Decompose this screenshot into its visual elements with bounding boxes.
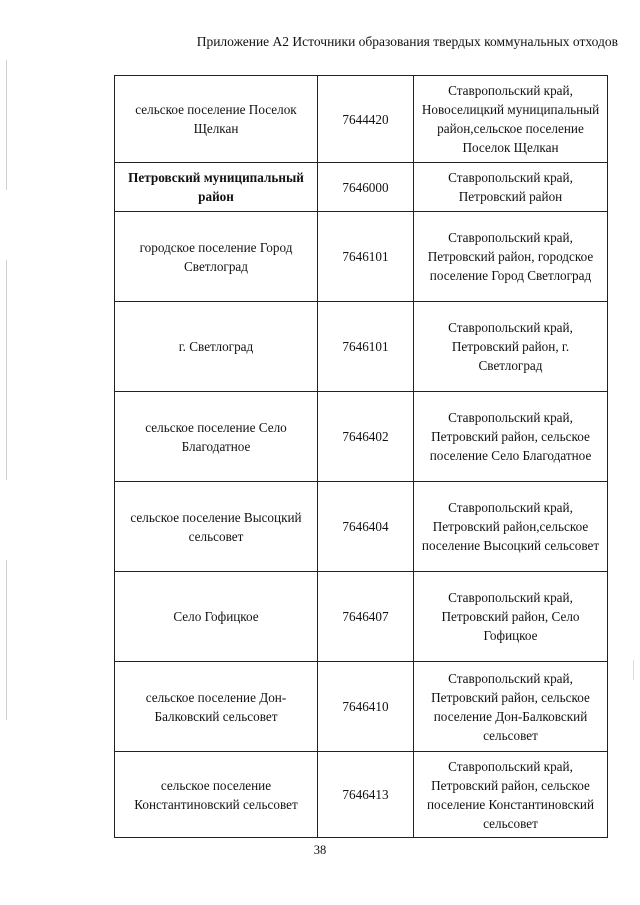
table-row [115, 76, 608, 163]
location-cell: Ставропольский край, Петровский район,сельское поселение Высоцкий сельсовет [414, 482, 608, 572]
table-row [115, 212, 608, 302]
location-cell: Ставропольский край, Петровский район, г. Светлоград [414, 302, 608, 392]
settlement-name-cell: сельское поселение Высоцкий сельсовет [115, 482, 318, 572]
oktmo-code-cell: 7646402 [318, 392, 414, 482]
scan-edge-mark [6, 260, 7, 480]
oktmo-code-cell: 7646101 [318, 212, 414, 302]
location-cell: Ставропольский край, Петровский район, сельское поселение Дон-Балковский сельсовет [414, 662, 608, 752]
settlement-name-cell: г. Светлоград [115, 302, 318, 392]
oktmo-code-cell: 7646410 [318, 662, 414, 752]
table-body [115, 76, 608, 838]
scan-edge-mark [6, 560, 7, 720]
location-cell: Ставропольский край, Петровский район [414, 163, 608, 212]
settlement-name-cell: сельское поселение Поселок Щелкан [115, 76, 318, 163]
location-cell: Ставропольский край, Петровский район, Село Гофицкое [414, 572, 608, 662]
table-row [115, 752, 608, 838]
settlement-name-cell: Петровский муниципальный район [115, 163, 318, 212]
settlement-name-cell: сельское поселение Дон-Балковский сельсовет [115, 662, 318, 752]
location-cell: Ставропольский край, Петровский район, сельское поселение Село Благодатное [414, 392, 608, 482]
sources-table [114, 75, 608, 838]
oktmo-code-cell: 7646407 [318, 572, 414, 662]
scan-edge-mark [633, 660, 634, 680]
table-row [115, 662, 608, 752]
location-cell: Ставропольский край, Петровский район, сельское поселение Константиновский сельсовет [414, 752, 608, 838]
settlement-name-cell: сельское поселение Константиновский сельсовет [115, 752, 318, 838]
oktmo-code-cell: 7646413 [318, 752, 414, 838]
page-header: Приложение А2 Источники образования твердых коммунальных отходов [196, 34, 618, 49]
oktmo-code-cell: 7646101 [318, 302, 414, 392]
page-number: 38 [313, 843, 327, 857]
settlement-name-cell: городское поселение Город Светлоград [115, 212, 318, 302]
table-row [115, 392, 608, 482]
oktmo-code-cell: 7646000 [318, 163, 414, 212]
scan-edge-mark [6, 60, 7, 190]
table-row [115, 302, 608, 392]
oktmo-code-cell: 7644420 [318, 76, 414, 163]
table-row [115, 482, 608, 572]
location-cell: Ставропольский край, Новоселицкий муниципальный район,сельское поселение Поселок Щелкан [414, 76, 608, 163]
settlement-name-cell: сельское поселение Село Благодатное [115, 392, 318, 482]
location-cell: Ставропольский край, Петровский район, городское поселение Город Светлоград [414, 212, 608, 302]
table-row [115, 163, 608, 212]
settlement-name-cell: Село Гофицкое [115, 572, 318, 662]
oktmo-code-cell: 7646404 [318, 482, 414, 572]
table-row [115, 572, 608, 662]
